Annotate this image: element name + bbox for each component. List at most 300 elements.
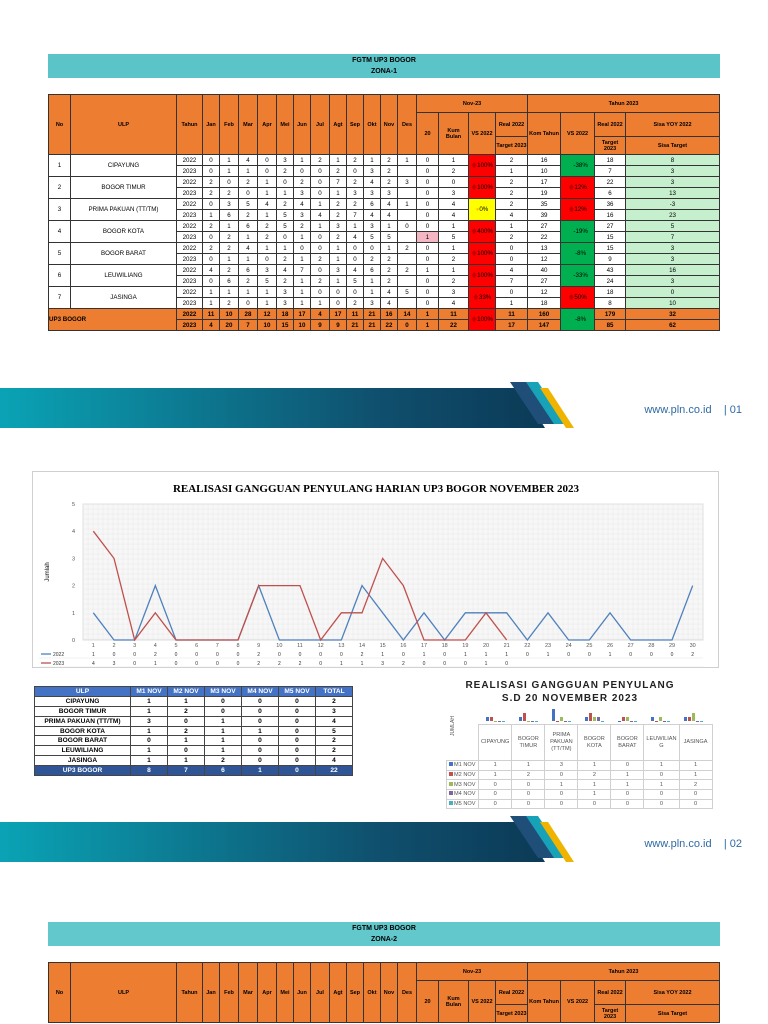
table-cell: 0 <box>545 799 578 809</box>
table-cell: 3 <box>258 265 277 276</box>
col-month: Mei <box>277 963 294 1023</box>
table-cell: 22 <box>439 320 469 331</box>
mini-bar <box>502 721 505 722</box>
table-cell: Real 2022 <box>595 981 626 1005</box>
table-cell: CIPAYUNG <box>479 725 512 761</box>
table-cell: 1 <box>679 761 712 771</box>
data-label: 0 <box>236 661 240 667</box>
table-cell: 2023 <box>177 166 203 177</box>
table-cell: M1 NOV <box>447 761 479 771</box>
table-cell: 0 <box>398 320 417 331</box>
table-cell: 14 <box>398 309 417 320</box>
data-label: 1 <box>484 652 488 658</box>
table-cell: 1 <box>311 221 330 232</box>
table-cell: 1 <box>479 761 512 771</box>
table-cell: 3 <box>626 276 720 287</box>
table-cell: 0 <box>279 696 316 706</box>
table-cell: BOGOR BARAT <box>611 725 644 761</box>
x-tick-label: 24 <box>565 643 572 649</box>
zona2-subtitle: ZONA-2 <box>370 936 398 943</box>
table-cell: 0 <box>279 736 316 746</box>
table-cell: 5 <box>626 221 720 232</box>
table-cell: Real 2022 <box>595 113 626 137</box>
col-month: Mar <box>239 95 258 155</box>
table-cell: 18 <box>277 309 294 320</box>
table-cell: 0 <box>258 155 277 166</box>
table-cell: 1 <box>168 696 205 706</box>
table-cell: Kom Tahun <box>528 113 561 155</box>
table-cell: 1 <box>294 298 311 309</box>
data-label: 1 <box>422 652 426 658</box>
x-tick-label: 25 <box>586 643 593 649</box>
table-cell: 1 <box>203 210 220 221</box>
table-cell: 0 <box>496 254 528 265</box>
table-cell: 2 <box>316 736 353 746</box>
table-cell: 0 <box>242 756 279 766</box>
vs-2022-badge: 🡅33% <box>469 287 496 309</box>
table-cell <box>398 298 417 309</box>
table-cell: 1 <box>330 188 347 199</box>
table-cell: 6 <box>364 199 381 210</box>
data-label: 1 <box>153 661 157 667</box>
table-cell: 0 <box>578 799 611 809</box>
table-cell: 0 <box>311 188 330 199</box>
footer-url[interactable]: www.pln.co.id | 01 <box>644 404 742 416</box>
table-cell: 2 <box>277 276 294 287</box>
table-cell: 1 <box>364 155 381 166</box>
realisasi-table <box>446 724 713 809</box>
table-cell: 0 <box>279 756 316 766</box>
data-label: 0 <box>525 652 529 658</box>
table-cell: 2023 <box>177 188 203 199</box>
table-cell: BOGOR TIMUR <box>35 706 131 716</box>
table-cell: 1 <box>381 221 398 232</box>
table-cell: 2 <box>220 265 239 276</box>
table-cell: 1 <box>364 287 381 298</box>
y-tick-label: 3 <box>71 556 75 563</box>
year-vs-badge: 🡇-33% <box>561 265 595 287</box>
table-cell: 11 <box>203 309 220 320</box>
ulp-col-header: TOTAL <box>316 687 353 697</box>
table-cell: 2022 <box>177 177 203 188</box>
table-cell: M4 NOV <box>447 790 479 800</box>
table-cell: 4 <box>347 265 364 276</box>
mini-bar <box>626 717 629 721</box>
table-row <box>447 761 713 771</box>
table-cell: 27 <box>528 221 561 232</box>
table-cell: 1 <box>258 243 277 254</box>
table-cell: 1 <box>330 276 347 287</box>
table-cell: 2 <box>512 770 545 780</box>
table-cell: 21 <box>364 320 381 331</box>
y-tick-label: 1 <box>71 610 75 617</box>
col-tahun: Tahun <box>177 963 203 1023</box>
data-label: 0 <box>133 661 137 667</box>
table-cell: 2 <box>398 243 417 254</box>
table-cell: 13 <box>528 243 561 254</box>
table-cell: 0 <box>417 188 439 199</box>
table-cell: Real 2022 <box>496 981 528 1005</box>
data-label: 0 <box>298 652 302 658</box>
table-cell: 1 <box>131 756 168 766</box>
table-cell: 2023 <box>177 232 203 243</box>
x-tick-label: 22 <box>524 643 531 649</box>
zona2-table <box>48 962 720 1023</box>
table-cell: 2 <box>381 265 398 276</box>
table-cell: 4 <box>316 716 353 726</box>
table-cell: 0 <box>203 276 220 287</box>
table-cell: 1 <box>578 761 611 771</box>
table-cell: 28 <box>239 309 258 320</box>
table-cell: 9 <box>311 320 330 331</box>
table-cell: 2 <box>294 221 311 232</box>
table-cell: 3 <box>294 210 311 221</box>
table-cell: 1 <box>330 243 347 254</box>
table-cell <box>398 166 417 177</box>
table-cell: 0 <box>417 199 439 210</box>
table-cell: 1 <box>417 265 439 276</box>
table-cell: 2 <box>347 177 364 188</box>
table-cell: 1 <box>242 726 279 736</box>
table-cell: BOGOR KOTA <box>578 725 611 761</box>
table-cell: 5 <box>49 243 71 265</box>
table-cell: 4 <box>439 199 469 210</box>
table-cell: 1 <box>417 232 439 243</box>
mini-bar <box>692 713 695 721</box>
table-cell: 18 <box>595 155 626 166</box>
data-label: 2 <box>401 661 405 667</box>
table-cell: BOGOR TIMUR <box>512 725 545 761</box>
table-cell: 1 <box>239 232 258 243</box>
table-cell: 2 <box>496 188 528 199</box>
table-cell: 0 <box>439 177 469 188</box>
table-cell: 1 <box>294 155 311 166</box>
mini-bar <box>523 713 526 721</box>
table-cell: 3 <box>626 166 720 177</box>
table-cell: 35 <box>528 199 561 210</box>
table-cell: 2 <box>364 254 381 265</box>
table-cell: 16 <box>626 265 720 276</box>
col-month: Des <box>398 95 417 155</box>
table-cell: 3 <box>439 188 469 199</box>
data-label: 0 <box>319 661 323 667</box>
table-cell: 2022 <box>177 155 203 166</box>
table-cell: 2022 <box>177 221 203 232</box>
table-cell: 0 <box>496 243 528 254</box>
col-month: Mar <box>239 963 258 1023</box>
table-cell: 3 <box>277 155 294 166</box>
table-cell: 5 <box>316 726 353 736</box>
table-cell: 2 <box>347 199 364 210</box>
table-cell: 1 <box>131 746 168 756</box>
table-cell: 2 <box>239 210 258 221</box>
mini-bar <box>659 717 662 721</box>
table-cell: 1 <box>347 221 364 232</box>
table-cell: 2 <box>439 276 469 287</box>
table-cell: 2 <box>381 166 398 177</box>
data-label: 1 <box>339 661 343 667</box>
table-cell: 3 <box>381 188 398 199</box>
table-cell: 4 <box>364 210 381 221</box>
vs-2022-badge: 🡅100% <box>469 177 496 199</box>
table-cell: 1 <box>203 298 220 309</box>
col-month: Okt <box>364 95 381 155</box>
table-cell: 1 <box>294 232 311 243</box>
table-cell: 2 <box>330 210 347 221</box>
x-tick-label: 27 <box>627 643 634 649</box>
table-cell: 2 <box>168 726 205 736</box>
mini-bar <box>490 717 493 721</box>
table-row <box>447 790 713 800</box>
x-tick-label: 23 <box>544 643 552 649</box>
table-cell: 1 <box>205 716 242 726</box>
table-cell: 16 <box>528 155 561 166</box>
table-cell: 15 <box>595 232 626 243</box>
table-cell: VS 2022 <box>469 113 496 155</box>
col-ulp: ULP <box>71 963 177 1023</box>
table-cell: 8 <box>626 155 720 166</box>
table-cell: 5 <box>398 287 417 298</box>
table-cell: 3 <box>316 706 353 716</box>
table-row <box>49 243 720 254</box>
table-cell: 1 <box>439 243 469 254</box>
x-tick-label: 1 <box>91 643 95 649</box>
table-cell: 2 <box>330 166 347 177</box>
mini-bar <box>535 721 538 722</box>
ulp-col-header: M5 NOV <box>279 687 316 697</box>
table-cell: 0 <box>417 155 439 166</box>
table-cell: 1 <box>277 188 294 199</box>
table-cell: 4 <box>239 243 258 254</box>
table-row <box>447 780 713 790</box>
table-cell: 2 <box>316 746 353 756</box>
table-cell: 1 <box>644 761 679 771</box>
mini-bar <box>597 717 600 721</box>
table-cell: 1 <box>578 790 611 800</box>
mini-bar <box>651 717 654 721</box>
table-cell: 0 <box>512 780 545 790</box>
table-cell: 10 <box>220 309 239 320</box>
table-cell: 0 <box>203 232 220 243</box>
table-cell: 3 <box>277 287 294 298</box>
col-month: Sep <box>347 963 364 1023</box>
table-cell: 160 <box>528 309 561 320</box>
table-cell: 0 <box>611 790 644 800</box>
data-label: 1 <box>505 652 509 658</box>
table-cell: 9 <box>595 254 626 265</box>
year-vs-badge: 🡇-8% <box>561 243 595 265</box>
ulp-col-header: M4 NOV <box>242 687 279 697</box>
table-cell: 3 <box>49 199 71 221</box>
table-cell: 2 <box>220 298 239 309</box>
data-label: 1 <box>546 652 550 658</box>
table-row <box>49 177 720 188</box>
table-cell: 0 <box>203 254 220 265</box>
table-cell: LEUWILIANG <box>71 265 177 287</box>
table-row <box>49 199 720 210</box>
table-cell: 2023 <box>177 320 203 331</box>
table-row <box>35 706 353 716</box>
table-cell: 3 <box>131 716 168 726</box>
col-month: Agt <box>330 963 347 1023</box>
table-cell: 4 <box>239 155 258 166</box>
table-cell: 3 <box>398 177 417 188</box>
table-cell: 1 <box>479 770 512 780</box>
table-cell: 5 <box>347 276 364 287</box>
table-cell: 15 <box>595 243 626 254</box>
table-cell: 0 <box>679 799 712 809</box>
table-cell: 36 <box>595 199 626 210</box>
table-cell: BOGOR BARAT <box>35 736 131 746</box>
table-cell: 1 <box>496 166 528 177</box>
table-cell: 0 <box>417 221 439 232</box>
vs-2022-badge: 🡅100% <box>469 155 496 177</box>
table-cell: 0 <box>417 166 439 177</box>
data-label: 0 <box>319 652 323 658</box>
table-cell: 0 <box>279 726 316 736</box>
table-cell: 0 <box>545 770 578 780</box>
table-cell: 0 <box>417 254 439 265</box>
table-cell: 0 <box>479 790 512 800</box>
table-cell: 0 <box>205 706 242 716</box>
table-cell: 1 <box>239 166 258 177</box>
table-cell: 2 <box>330 232 347 243</box>
col-nov23: Nov-23 <box>417 963 528 981</box>
table-cell: 2 <box>49 177 71 199</box>
table-cell: 2022 <box>177 199 203 210</box>
table-cell: 5 <box>364 232 381 243</box>
table-cell: 22 <box>528 232 561 243</box>
chart-title: REALISASI GANGGUAN PENYULANG HARIAN UP3 BOGOR NOVEMBER 2023 <box>172 483 580 495</box>
table-cell: PRIMA PAKUAN (TT/TM) <box>35 716 131 726</box>
year-vs-badge: 🡅50% <box>561 287 595 309</box>
table-cell: Real 2022 <box>496 113 528 137</box>
table-cell: 4 <box>294 199 311 210</box>
x-tick-label: 26 <box>606 643 614 649</box>
table-cell: 3 <box>364 166 381 177</box>
data-label: 0 <box>195 652 199 658</box>
table-cell: 4 <box>364 177 381 188</box>
mini-bar <box>564 721 567 722</box>
table-cell: 15 <box>277 320 294 331</box>
table-cell: 1 <box>330 254 347 265</box>
table-cell: CIPAYUNG <box>71 155 177 177</box>
table-cell: 2 <box>496 199 528 210</box>
table-cell: 1 <box>131 726 168 736</box>
ulp-col-header: M2 NOV <box>168 687 205 697</box>
table-cell: 16 <box>381 309 398 320</box>
table-cell: 9 <box>330 320 347 331</box>
table-cell: 1 <box>258 188 277 199</box>
table-cell: 2 <box>439 254 469 265</box>
table-cell: 1 <box>439 221 469 232</box>
table-cell: 4 <box>381 287 398 298</box>
table-cell: 1 <box>496 298 528 309</box>
table-cell: 0 <box>279 766 316 776</box>
table-cell: 2 <box>294 177 311 188</box>
table-cell: 0 <box>277 232 294 243</box>
mini-bar <box>560 717 563 721</box>
table-cell: 3 <box>364 298 381 309</box>
table-cell: 2 <box>258 232 277 243</box>
table-cell: 4 <box>439 298 469 309</box>
table-cell: 0 <box>347 287 364 298</box>
table-cell: 1 <box>611 780 644 790</box>
data-label: 1 <box>608 652 612 658</box>
data-label: 0 <box>339 652 343 658</box>
realisasi-title-1: REALISASI GANGGUAN PENYULANG <box>465 680 675 691</box>
table-row <box>35 696 353 706</box>
table-cell: 7 <box>294 265 311 276</box>
col-month: Jul <box>311 963 330 1023</box>
table-cell: 147 <box>528 320 561 331</box>
table-cell: 3 <box>626 243 720 254</box>
data-label: 0 <box>422 661 426 667</box>
table-cell: 0 <box>242 696 279 706</box>
table-cell: 0 <box>242 706 279 716</box>
ulp-nov-table <box>34 686 353 776</box>
vs-2022-badge: 🡅100% <box>469 265 496 287</box>
table-cell: 10 <box>626 298 720 309</box>
daily-chart <box>32 471 719 668</box>
table-cell: 1 <box>49 155 71 177</box>
table-cell: 12 <box>258 309 277 320</box>
table-cell: 0 <box>611 761 644 771</box>
mini-bar <box>556 721 559 722</box>
table-cell: 2 <box>203 243 220 254</box>
table-cell: 2 <box>220 243 239 254</box>
table-cell: 16 <box>595 210 626 221</box>
table-cell: 2 <box>258 221 277 232</box>
table-cell: 0 <box>168 716 205 726</box>
table-cell: 2 <box>205 756 242 766</box>
table-cell: 1 <box>311 199 330 210</box>
table-cell: 0 <box>294 166 311 177</box>
table-cell: Target 2023 <box>496 1005 528 1023</box>
footer-url-2[interactable]: www.pln.co.id | 02 <box>644 838 742 850</box>
table-cell: 40 <box>528 265 561 276</box>
table-cell: 0 <box>242 746 279 756</box>
table-cell: UP3 BOGOR <box>35 766 131 776</box>
x-tick-label: 4 <box>153 643 157 649</box>
table-row <box>49 221 720 232</box>
col-month: Apr <box>258 963 277 1023</box>
table-cell: 1 <box>205 746 242 756</box>
table-cell: 2 <box>239 276 258 287</box>
table-cell: 4 <box>347 232 364 243</box>
data-label: 0 <box>195 661 199 667</box>
table-cell: 1 <box>439 155 469 166</box>
table-cell: 18 <box>528 298 561 309</box>
table-cell: CIPAYUNG <box>35 696 131 706</box>
table-cell: 43 <box>595 265 626 276</box>
x-tick-label: 28 <box>648 643 655 649</box>
mini-bar <box>634 721 637 722</box>
y-tick-label: 0 <box>71 638 75 644</box>
vs-2022-badge: 🡅400% <box>469 221 496 243</box>
table-cell: 1 <box>417 320 439 331</box>
table-cell: 0 <box>239 298 258 309</box>
x-tick-label: 13 <box>338 643 345 649</box>
x-tick-label: 16 <box>400 643 407 649</box>
data-label: 0 <box>443 661 447 667</box>
table-cell: 2 <box>316 696 353 706</box>
table-cell: 3 <box>545 761 578 771</box>
mini-bar <box>519 717 522 721</box>
table-cell: BOGOR BARAT <box>71 243 177 265</box>
table-cell: 1 <box>239 287 258 298</box>
table-cell: 2 <box>311 155 330 166</box>
